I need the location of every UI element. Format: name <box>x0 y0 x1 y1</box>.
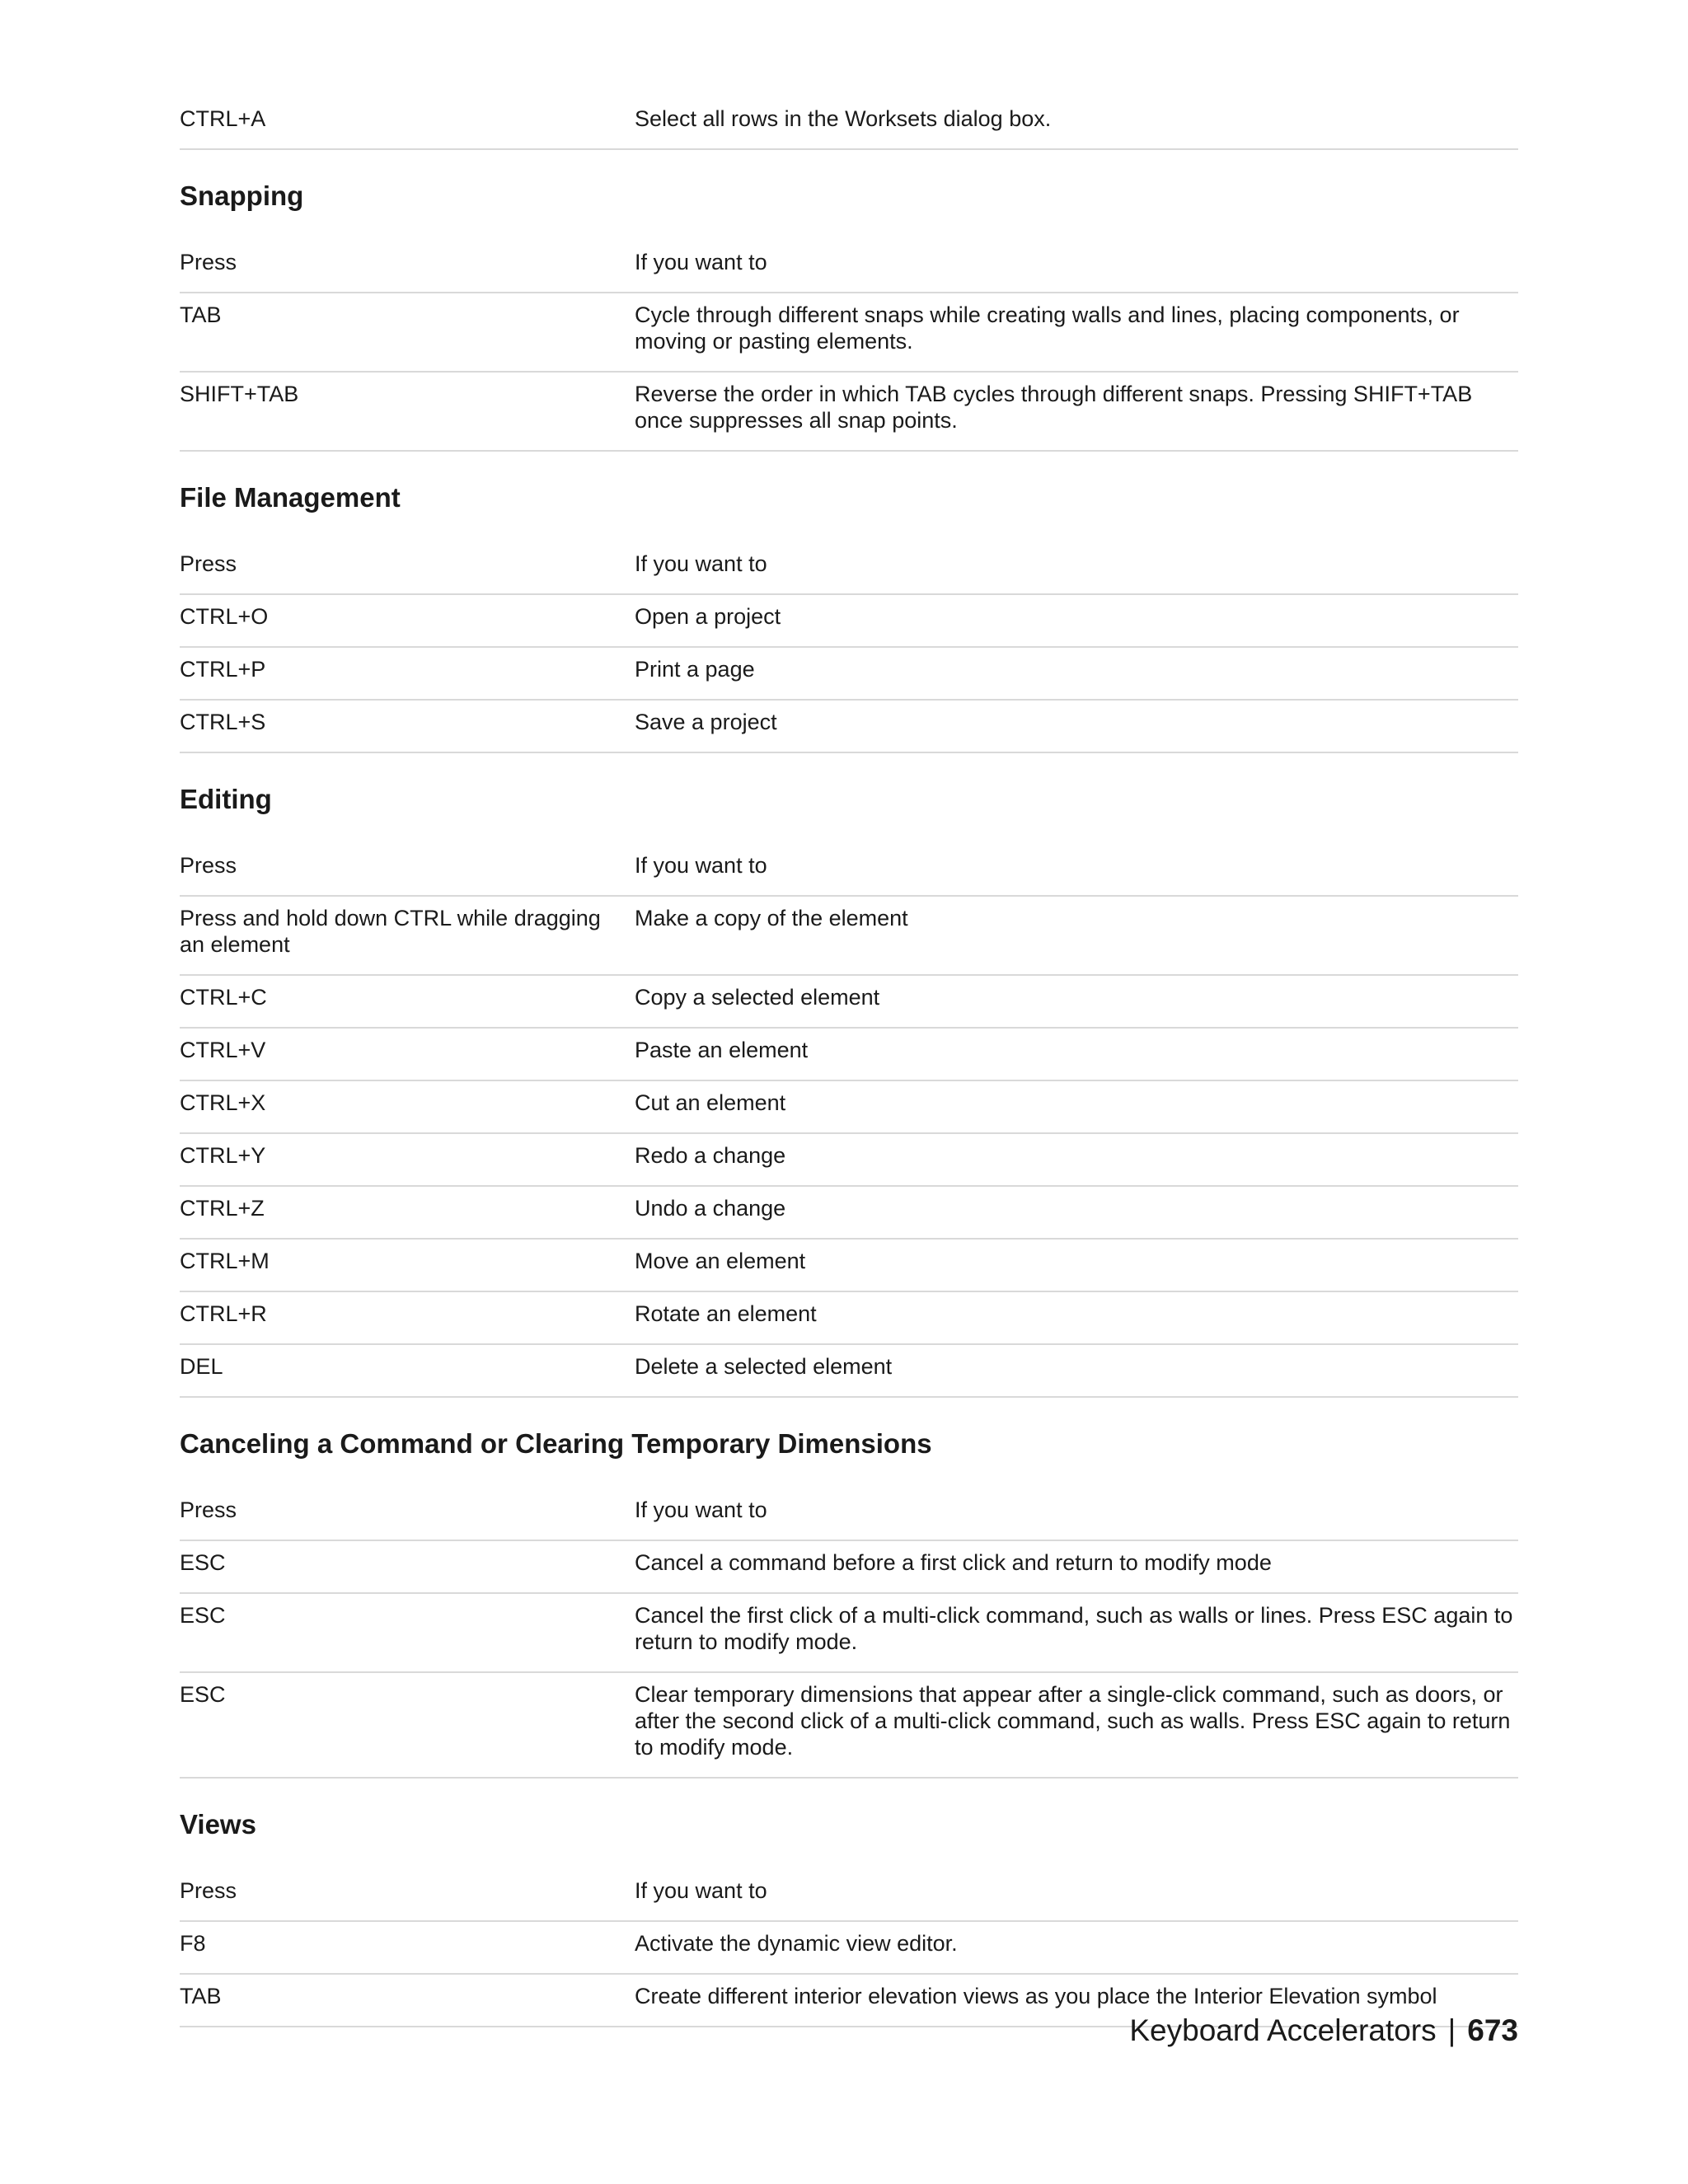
shortcut-description: Move an element <box>635 1249 806 1273</box>
table-row <box>180 976 1518 1029</box>
shortcut-description: Cancel a command before a first click and return to modify mode <box>635 1550 1272 1575</box>
shortcut-description: Clear temporary dimensions that appear after a single-click command, such as doors, or after the second click of a multi-click command, such as walls. Press ESC again to return to modify mode. <box>635 1682 1511 1760</box>
column-header-action: If you want to <box>635 250 767 274</box>
section-heading: Snapping <box>180 180 304 211</box>
shortcut-description: Redo a change <box>635 1143 786 1168</box>
shortcut-key: SHIFT+TAB <box>180 382 299 406</box>
table-row <box>180 595 1518 648</box>
shortcut-key: DEL <box>180 1354 223 1379</box>
shortcut-description: Rotate an element <box>635 1301 817 1326</box>
table-row <box>180 293 1518 373</box>
shortcut-description: Cancel the first click of a multi-click command, such as walls or lines. Press ESC again to return to modify mode. <box>635 1603 1513 1654</box>
shortcut-description: Undo a change <box>635 1196 786 1221</box>
footer-chapter-title: Keyboard Accelerators <box>1129 2013 1437 2047</box>
table-row <box>180 1541 1518 1594</box>
table-row <box>180 1292 1518 1345</box>
column-header-action: If you want to <box>635 1497 767 1522</box>
shortcut-section <box>180 180 1518 452</box>
table-row <box>180 1345 1518 1398</box>
shortcut-description: Cut an element <box>635 1090 786 1115</box>
shortcut-section <box>180 1427 1518 1779</box>
table-row <box>180 1240 1518 1292</box>
shortcut-key: Press and hold down CTRL while dragging an element <box>180 906 601 957</box>
section-heading: Canceling a Command or Clearing Temporary Dimensions <box>180 1428 932 1459</box>
column-header-press: Press <box>180 250 237 274</box>
table-row <box>180 1029 1518 1081</box>
shortcut-description: Activate the dynamic view editor. <box>635 1931 958 1956</box>
shortcut-key: CTRL+S <box>180 710 266 734</box>
shortcut-key: ESC <box>180 1550 226 1575</box>
document-page <box>180 97 1518 2027</box>
table-header-row <box>180 1869 1518 1922</box>
table-row <box>180 1673 1518 1779</box>
shortcut-key: CTRL+M <box>180 1249 270 1273</box>
column-header-press: Press <box>180 853 237 878</box>
section-heading: Views <box>180 1809 256 1840</box>
shortcut-section <box>180 783 1518 1398</box>
shortcut-key: TAB <box>180 302 222 327</box>
shortcut-description: Print a page <box>635 657 755 682</box>
table-header-row <box>180 241 1518 293</box>
shortcut-description: Create different interior elevation views as you place the Interior Elevation symbol <box>635 1984 1437 2008</box>
table-row <box>180 97 1518 150</box>
shortcut-description: Open a project <box>635 604 781 629</box>
shortcut-section <box>180 1808 1518 2027</box>
shortcut-description: Paste an element <box>635 1038 809 1062</box>
shortcut-section <box>180 481 1518 753</box>
shortcut-key: ESC <box>180 1682 226 1707</box>
shortcut-description: Save a project <box>635 710 777 734</box>
table-row <box>180 1134 1518 1187</box>
shortcut-key: CTRL+O <box>180 604 269 629</box>
shortcut-description: Delete a selected element <box>635 1354 893 1379</box>
shortcut-key: F8 <box>180 1931 206 1956</box>
table-row <box>180 1922 1518 1975</box>
footer-separator: | <box>1447 2013 1456 2047</box>
shortcut-key: CTRL+V <box>180 1038 266 1062</box>
column-header-action: If you want to <box>635 853 767 878</box>
table-header-row <box>180 542 1518 595</box>
shortcut-key: TAB <box>180 1984 222 2008</box>
intro-table <box>180 97 1518 150</box>
shortcut-key: ESC <box>180 1603 226 1628</box>
page-footer <box>1129 2013 1518 2049</box>
shortcut-key: CTRL+Y <box>180 1143 266 1168</box>
section-heading: Editing <box>180 784 272 814</box>
sections-container <box>180 180 1518 2027</box>
column-header-press: Press <box>180 1497 237 1522</box>
table-row <box>180 373 1518 452</box>
shortcut-description: Select all rows in the Worksets dialog box. <box>635 106 1052 131</box>
shortcut-key: CTRL+C <box>180 985 267 1010</box>
column-header-action: If you want to <box>635 551 767 576</box>
column-header-press: Press <box>180 1878 237 1903</box>
table-row <box>180 1187 1518 1240</box>
shortcut-key: CTRL+A <box>180 106 266 131</box>
shortcut-description: Cycle through different snaps while creating walls and lines, placing components, or moving or pasting elements. <box>635 302 1460 354</box>
table-row <box>180 701 1518 753</box>
table-row <box>180 1594 1518 1673</box>
shortcut-description: Make a copy of the element <box>635 906 908 930</box>
shortcut-key: CTRL+P <box>180 657 266 682</box>
shortcut-description: Reverse the order in which TAB cycles through different snaps. Pressing SHIFT+TAB once suppresses all snap points. <box>635 382 1473 433</box>
shortcut-key: CTRL+Z <box>180 1196 265 1221</box>
table-row <box>180 648 1518 701</box>
table-row <box>180 1081 1518 1134</box>
column-header-press: Press <box>180 551 237 576</box>
shortcut-key: CTRL+R <box>180 1301 267 1326</box>
shortcut-description: Copy a selected element <box>635 985 880 1010</box>
section-heading: File Management <box>180 482 401 513</box>
shortcut-key: CTRL+X <box>180 1090 266 1115</box>
table-row <box>180 897 1518 976</box>
page-number: 673 <box>1467 2013 1518 2047</box>
table-header-row <box>180 844 1518 897</box>
table-header-row <box>180 1488 1518 1541</box>
column-header-action: If you want to <box>635 1878 767 1903</box>
